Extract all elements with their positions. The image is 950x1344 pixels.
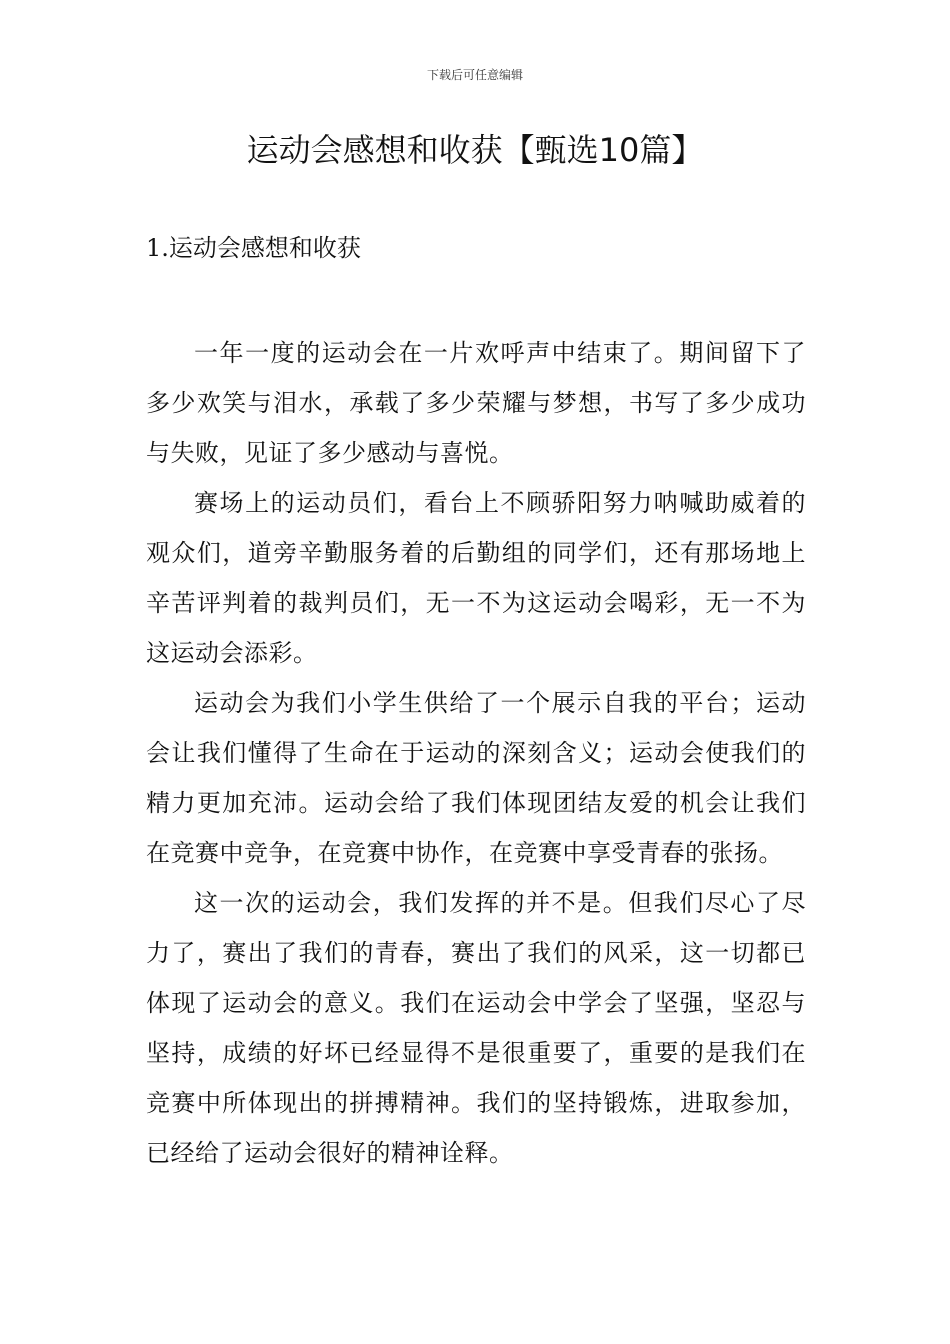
section-heading: 1.运动会感想和收获	[146, 234, 361, 262]
document-body	[146, 328, 806, 1178]
paragraph: 赛场上的运动员们，看台上不顾骄阳努力呐喊助威着的观众们，道旁辛勤服务着的后勤组的同学们，还有那场地上辛苦评判着的裁判员们，无一不为这运动会喝彩，无一不为这运动会添彩。	[146, 489, 806, 667]
paragraph: 这一次的运动会，我们发挥的并不是。但我们尽心了尽力了，赛出了我们的青春，赛出了我们的风采，这一切都已体现了运动会的意义。我们在运动会中学会了坚强，坚忍与坚持，成绩的好坏已经显得不是很重要了，重要的是我们在竞赛中所体现出的拼搏精神。我们的坚持锻炼，进取参加，已经给了运动会很好的精神诠释。	[146, 889, 806, 1167]
paragraph: 一年一度的运动会在一片欢呼声中结束了。期间留下了多少欢笑与泪水，承载了多少荣耀与梦想，书写了多少成功与失败，见证了多少感动与喜悦。	[146, 339, 806, 467]
paragraph: 运动会为我们小学生供给了一个展示自我的平台；运动会让我们懂得了生命在于运动的深刻含义；运动会使我们的精力更加充沛。运动会给了我们体现团结友爱的机会让我们在竞赛中竞争，在竞赛中协作，在竞赛中享受青春的张扬。	[146, 689, 806, 867]
document-title: 运动会感想和收获【甄选10篇】	[246, 131, 704, 169]
header-note: 下载后可任意编辑	[426, 68, 523, 82]
